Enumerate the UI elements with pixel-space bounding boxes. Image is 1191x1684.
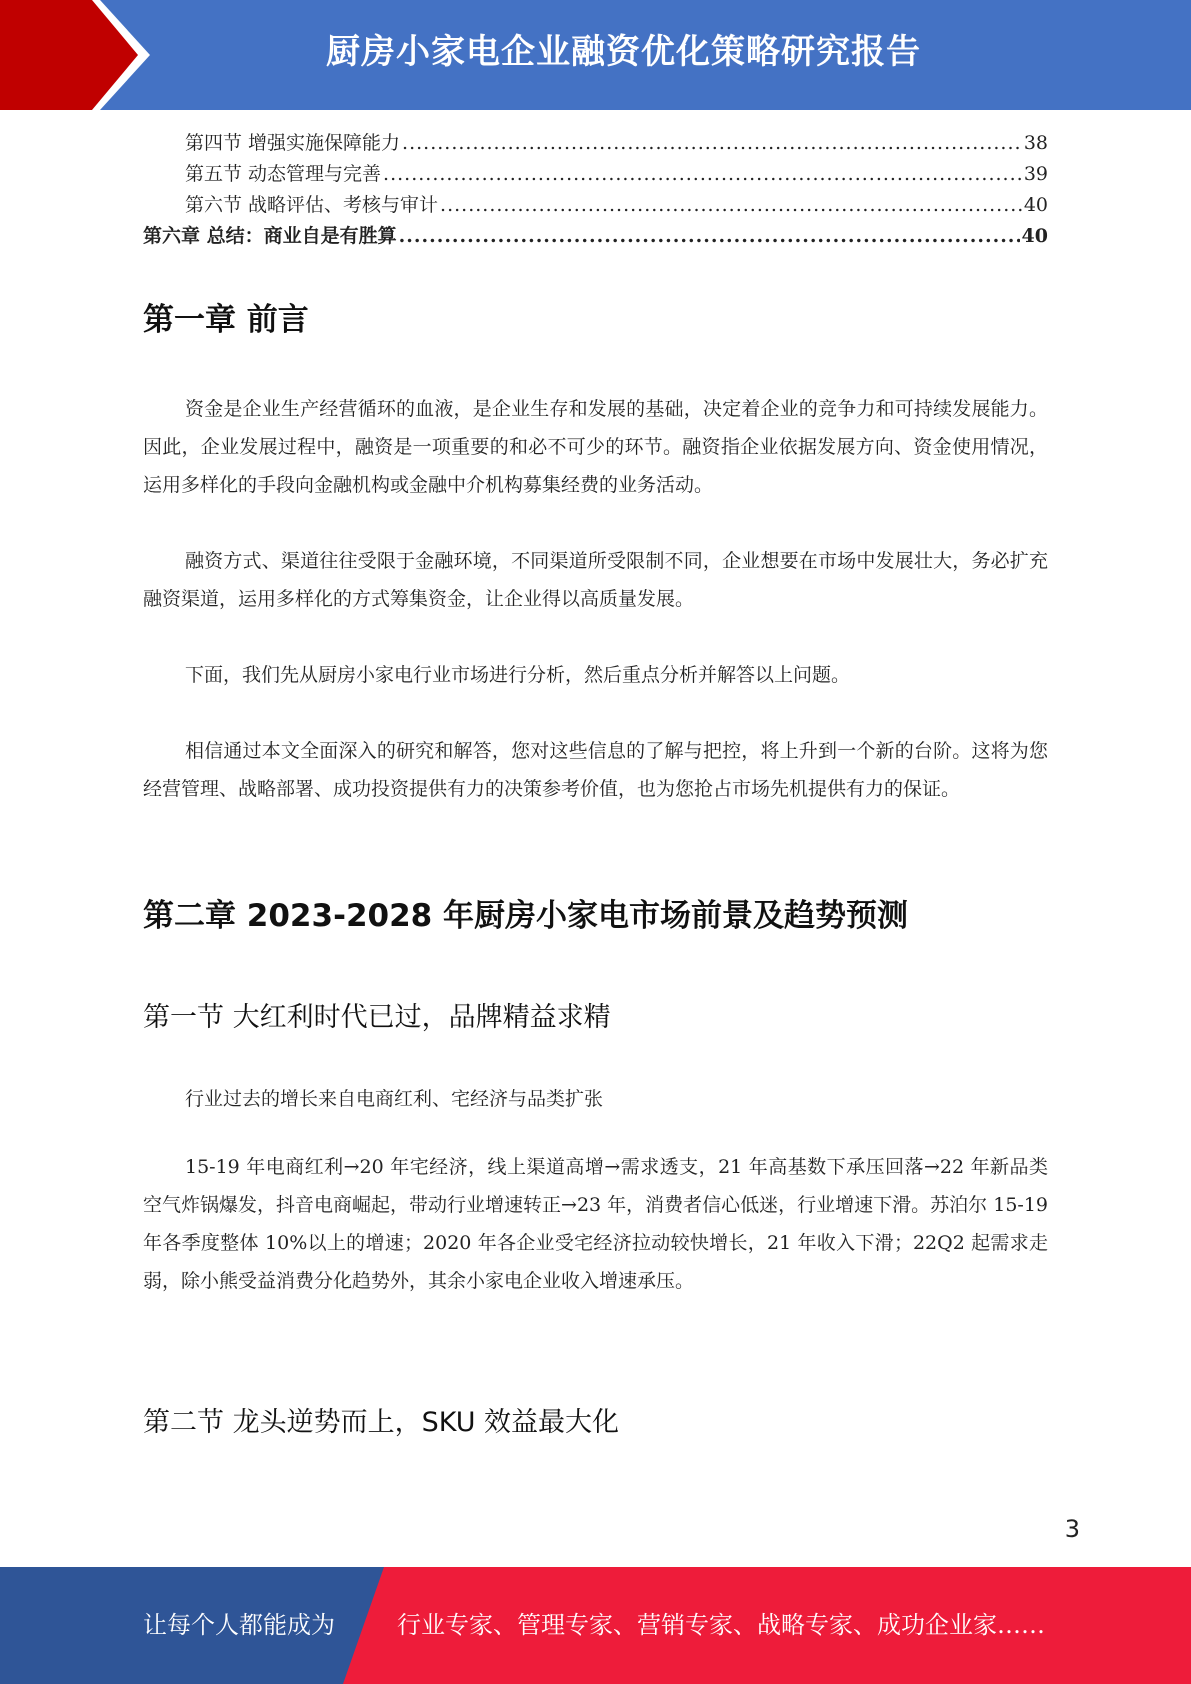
section-heading: 第一节 大红利时代已过，品牌精益求精 xyxy=(143,1002,611,1033)
toc-entry-page: 38 xyxy=(1023,132,1048,154)
toc-leader-dots xyxy=(399,225,1020,247)
toc-entry-page: 39 xyxy=(1023,163,1048,185)
paragraph: 融资方式、渠道往往受限于金融环境，不同渠道所受限制不同，企业想要在市场中发展壮大，务必扩充融资渠道，运用多样化的方式筹集资金，让企业得以高质量发展。 xyxy=(143,550,1048,610)
page-number: 3 xyxy=(1064,1515,1080,1543)
header-title: 厨房小家电企业融资优化策略研究报告 xyxy=(326,32,921,72)
toc-leader-dots xyxy=(402,132,1022,154)
toc-entry[interactable] xyxy=(143,159,1048,190)
toc-entry-label: 第五节 动态管理与完善 xyxy=(185,163,382,185)
toc-entry-label: 第六节 战略评估、考核与审计 xyxy=(185,194,439,216)
chapter-heading: 第一章 前言 xyxy=(143,302,309,338)
paragraph: 相信通过本文全面深入的研究和解答，您对这些信息的了解与把控，将上升到一个新的台阶。这将为您经营管理、战略部署、成功投资提供有力的决策参考价值，也为您抢占市场先机提供有力的保证。 xyxy=(143,740,1048,800)
chapter-heading: 第二章 2023-2028 年厨房小家电市场前景及趋势预测 xyxy=(143,898,909,934)
paragraph: 行业过去的增长来自电商红利、宅经济与品类扩张 xyxy=(185,1088,604,1110)
paragraph: 15-19 年电商红利→20 年宅经济，线上渠道高增→需求透支，21 年高基数下承压回落→22 年新品类空气炸锅爆发，抖音电商崛起，带动行业增速转正→23 年，消费者信心低迷，行业增速下滑。苏泊尔 15-19 年各季度整体 10%以上的增速；2020 年各企业受宅经济拉动较快增长，21 年收入下滑；22Q2 起需求走弱，除小熊受益消费分化趋势外，其余小家电企业收入增速承压。 xyxy=(143,1156,1048,1292)
paragraph: 资金是企业生产经营循环的血液，是企业生存和发展的基础，决定着企业的竞争力和可持续发展能力。因此，企业发展过程中，融资是一项重要的和必不可少的环节。融资指企业依据发展方向、资金使用情况，运用多样化的手段向金融机构或金融中介机构募集经费的业务活动。 xyxy=(143,398,1048,496)
toc-entry-page: 40 xyxy=(1021,225,1048,247)
toc-leader-dots xyxy=(383,163,1022,185)
toc-leader-dots xyxy=(440,194,1022,216)
toc-entry-label: 第六章 总结：商业自是有胜算 xyxy=(143,225,397,247)
toc-entry[interactable] xyxy=(143,128,1048,159)
toc-entry-label: 第四节 增强实施保障能力 xyxy=(185,132,401,154)
page-header xyxy=(0,0,1191,110)
table-of-contents xyxy=(143,128,1048,252)
paragraph: 下面，我们先从厨房小家电行业市场进行分析，然后重点分析并解答以上问题。 xyxy=(185,664,851,686)
toc-entry[interactable] xyxy=(143,190,1048,221)
page-footer xyxy=(0,1567,1191,1684)
footer-slogan-left: 让每个人都能成为 xyxy=(143,1611,335,1639)
footer-slogan-right: 行业专家、管理专家、营销专家、战略专家、成功企业家…… xyxy=(397,1611,1045,1639)
section-heading: 第二节 龙头逆势而上，SKU 效益最大化 xyxy=(143,1407,620,1438)
toc-entry-page: 40 xyxy=(1023,194,1048,216)
toc-entry-chapter[interactable] xyxy=(143,221,1048,252)
